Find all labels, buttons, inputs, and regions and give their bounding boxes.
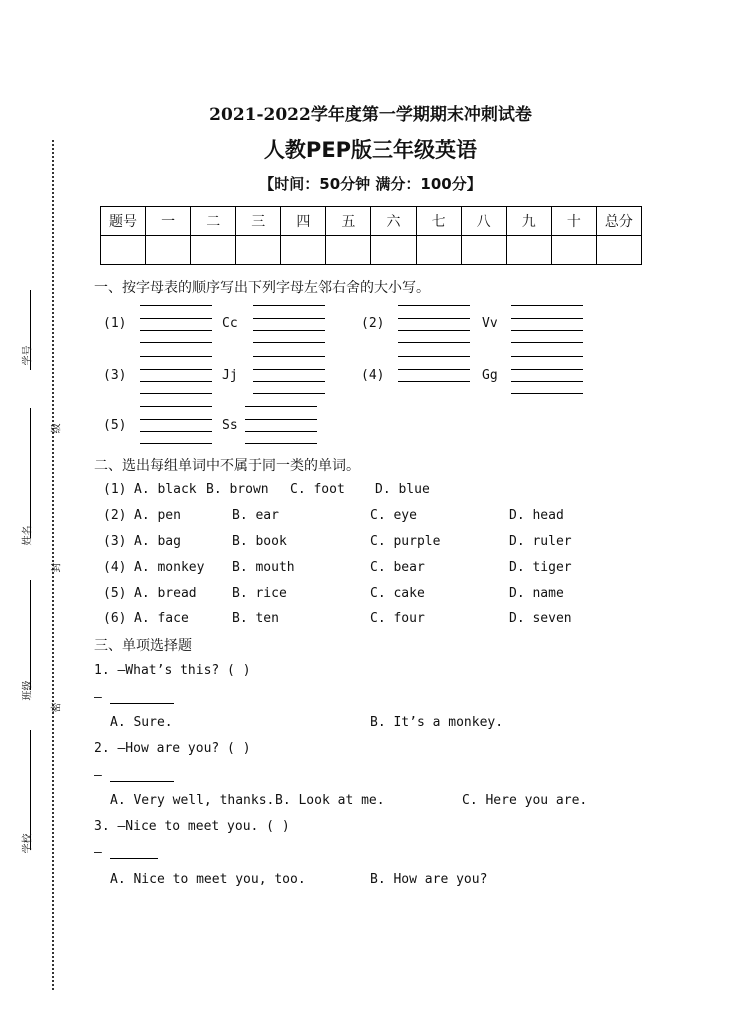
q1-dash: — [94,690,102,705]
answer-line[interactable] [140,305,212,306]
exam-title: 2021-2022学年度第一学期期末冲刺试卷 [209,105,532,125]
s2-option-a: A. monkey [134,560,205,575]
score-cell[interactable] [461,236,506,265]
s2-option-b: B. book [232,534,287,549]
q2-answer-line[interactable] [110,781,174,782]
answer-line[interactable] [140,318,212,319]
score-table [100,206,642,265]
score-header-cell: 七 [416,207,461,236]
s1-item-num: (2) [361,316,385,331]
q2-option-b: B. Look at me. [275,793,385,808]
s1-item-num: (3) [103,368,127,383]
q1-option-b: B. It’s a monkey. [370,715,504,730]
s1-item-letter: Gg [482,368,498,383]
section2-title: 二、选出每组单词中不属于同一类的单词。 [94,458,360,474]
answer-line[interactable] [511,330,583,331]
score-header-cell: 五 [326,207,371,236]
answer-line[interactable] [398,381,470,382]
sidebar-label-banji: 班级 [22,680,34,701]
answer-line[interactable] [140,369,212,370]
answer-line[interactable] [253,381,325,382]
score-cell[interactable] [371,236,416,265]
answer-line[interactable] [398,342,470,343]
q2-option-c: C. Here you are. [462,793,588,808]
score-cell[interactable] [416,236,461,265]
score-cell[interactable] [596,236,641,265]
q1-option-a: A. Sure. [110,715,173,730]
answer-line[interactable] [253,393,325,394]
s2-option-c: C. four [370,611,425,626]
score-cell[interactable] [191,236,236,265]
s2-option-c: C. eye [370,508,417,523]
s2-option-a: A. black [134,482,197,497]
answer-line[interactable] [511,342,583,343]
answer-line[interactable] [140,406,212,407]
s2-option-b: B. rice [232,586,287,601]
answer-line[interactable] [140,419,212,420]
answer-line[interactable] [253,342,325,343]
s2-option-c: C. bear [370,560,425,575]
s2-option-a: A. face [134,611,189,626]
q3-option-a: A. Nice to meet you, too. [110,872,306,887]
sidebar-label-ji: 级 [51,423,63,434]
s2-row-num: (1) [103,482,127,497]
q1-answer-line[interactable] [110,703,174,704]
answer-line[interactable] [253,356,325,357]
score-cell[interactable] [551,236,596,265]
s2-row-num: (4) [103,560,127,575]
exam-subtitle: 人教PEP版三年级英语 [263,138,478,162]
s2-option-c: C. purple [370,534,441,549]
answer-line[interactable] [511,305,583,306]
score-header-cell: 九 [506,207,551,236]
s1-item-letter: Ss [222,418,238,433]
sidebar-label-mi: 密 [51,702,63,713]
q2-option-a: A. Very well, thanks. [110,793,275,808]
answer-line[interactable] [245,419,317,420]
score-cell[interactable] [101,236,146,265]
s2-option-d: D. blue [375,482,430,497]
score-blank-row [101,236,642,265]
s2-option-c: C. foot [290,482,345,497]
answer-line[interactable] [253,369,325,370]
score-cell[interactable] [326,236,371,265]
answer-line[interactable] [245,443,317,444]
s2-option-b: B. brown [206,482,269,497]
q3-question: 3. —Nice to meet you. ( ) [94,819,290,834]
answer-line[interactable] [398,369,470,370]
section1-title: 一、按字母表的顺序写出下列字母左邻右舍的大小写。 [94,280,430,296]
s1-item-letter: Vv [482,316,498,331]
s2-option-b: B. ear [232,508,279,523]
score-cell[interactable] [146,236,191,265]
score-header-cell: 一 [146,207,191,236]
s1-item-num: (4) [361,368,385,383]
q3-option-b: B. How are you? [370,872,488,887]
answer-line[interactable] [398,356,470,357]
answer-line[interactable] [140,356,212,357]
s2-option-b: B. mouth [232,560,295,575]
sidebar-line-xingming [30,408,31,538]
answer-line[interactable] [140,393,212,394]
sidebar-line-banji [30,580,31,690]
q3-dash: — [94,845,102,860]
q1-question: 1. —What’s this? ( ) [94,663,251,678]
exam-info: 【时间：50分钟 满分：100分】 [259,175,482,193]
score-header-cell: 十 [551,207,596,236]
score-header-cell: 总分 [596,207,641,236]
section3-title: 三、单项选择题 [94,638,192,654]
answer-line[interactable] [140,330,212,331]
s2-option-a: A. bread [134,586,197,601]
score-header-cell: 三 [236,207,281,236]
s2-row-num: (2) [103,508,127,523]
s2-row-num: (6) [103,611,127,626]
score-header-row [101,207,642,236]
answer-line[interactable] [511,381,583,382]
answer-line[interactable] [140,431,212,432]
s1-item-letter: Cc [222,316,238,331]
s2-option-d: D. seven [509,611,572,626]
answer-line[interactable] [253,305,325,306]
answer-line[interactable] [511,318,583,319]
q2-dash: — [94,768,102,783]
score-header-cell: 六 [371,207,416,236]
sidebar-label-xuehao: 学号 [22,345,34,366]
answer-line[interactable] [253,330,325,331]
q2-question: 2. —How are you? ( ) [94,741,251,756]
score-header-cell: 八 [461,207,506,236]
answer-line[interactable] [140,381,212,382]
answer-line[interactable] [140,443,212,444]
score-cell[interactable] [506,236,551,265]
sidebar-label-xuexiao: 学校 [22,833,34,854]
answer-line[interactable] [511,356,583,357]
s2-row-num: (5) [103,586,127,601]
s1-item-letter: Jj [222,368,238,383]
answer-line[interactable] [511,393,583,394]
s1-item-num: (5) [103,418,127,433]
sidebar-label-feng: 封 [51,562,63,573]
score-cell[interactable] [236,236,281,265]
answer-line[interactable] [511,369,583,370]
q3-answer-line[interactable] [110,858,158,859]
answer-line[interactable] [245,431,317,432]
score-header-cell: 四 [281,207,326,236]
s1-item-num: (1) [103,316,127,331]
s2-option-a: A. pen [134,508,181,523]
answer-line[interactable] [245,406,317,407]
score-cell[interactable] [281,236,326,265]
answer-line[interactable] [398,305,470,306]
score-header-cell: 二 [191,207,236,236]
sidebar-label-xingming: 姓名 [22,525,34,546]
sidebar-line-xuexiao [30,730,31,850]
s2-option-d: D. ruler [509,534,572,549]
s2-row-num: (3) [103,534,127,549]
s2-option-b: B. ten [232,611,279,626]
s2-option-d: D. tiger [509,560,572,575]
answer-line[interactable] [398,330,470,331]
s2-option-d: D. head [509,508,564,523]
answer-line[interactable] [253,318,325,319]
s2-option-d: D. name [509,586,564,601]
score-header-cell: 题号 [101,207,146,236]
s2-option-c: C. cake [370,586,425,601]
s2-option-a: A. bag [134,534,181,549]
answer-line[interactable] [140,342,212,343]
answer-line[interactable] [398,318,470,319]
